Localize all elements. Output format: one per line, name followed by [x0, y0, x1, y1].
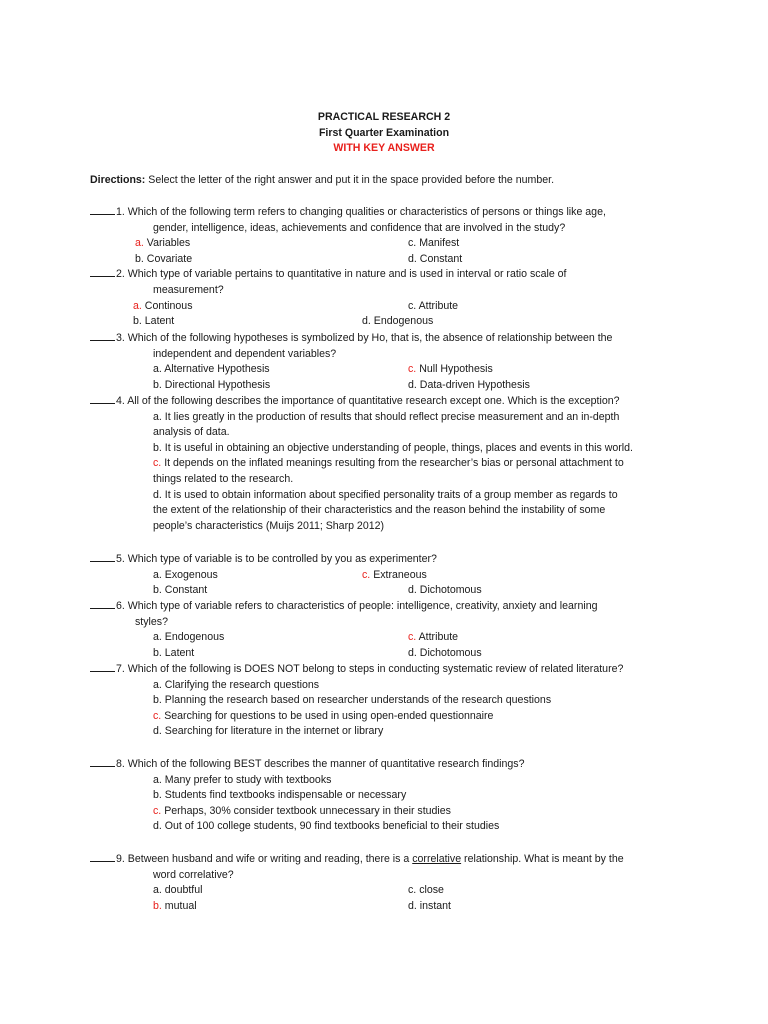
question-6	[90, 598, 690, 661]
option-d: d. Endogenous	[362, 315, 434, 328]
question-1	[90, 204, 690, 267]
question-text: Which of the following is DOES NOT belong to steps in conducting systematic review of related literature?	[124, 663, 624, 675]
question-text: Which type of variable pertains to quantitative in nature and is used in interval or ratio scale of	[124, 268, 567, 281]
option-d: d. Dichotomous	[408, 584, 482, 597]
option-d: d. Dichotomous	[408, 646, 482, 659]
question-4	[90, 393, 690, 534]
directions-label: Directions:	[90, 174, 146, 186]
option-a: a. doubtful	[153, 884, 203, 897]
option-c-continued: things related to the research.	[153, 472, 294, 485]
question-8	[90, 756, 690, 835]
question-text: All of the following describes the importance of quantitative research except one. Which is the exception?	[124, 395, 620, 407]
question-text: Which type of variable refers to characteristics of people: intelligence, creativity, anxiety and learning	[124, 600, 598, 612]
exam-title: PRACTICAL RESEARCH 2	[317, 111, 451, 123]
underlined-word: correlative	[412, 853, 462, 865]
option-b: b. Latent	[153, 646, 195, 659]
question-text: word correlative?	[153, 868, 234, 881]
question-text: Which of the following hypotheses is symbolized by Ho, that is, the absence of relationship between the	[124, 332, 613, 344]
exam-subtitle: First Quarter Examination	[318, 126, 450, 139]
option-d: d. Constant	[408, 252, 463, 265]
option-a: a. It lies greatly in the production of results that should reflect precise measurement and an in-depth	[153, 410, 620, 423]
option-a: a. Continous	[133, 299, 193, 312]
question-number: 4.	[116, 395, 125, 407]
option-a: a. Alternative Hypothesis	[153, 363, 270, 376]
answer-blank[interactable]	[90, 204, 115, 215]
option-c: c. close	[408, 884, 444, 897]
option-a: a. Clarifying the research questions	[153, 678, 320, 691]
option-a: a. Many prefer to study with textbooks	[153, 773, 332, 786]
option-b: b. Students find textbooks indispensable or necessary	[153, 789, 407, 802]
key-answer-label: WITH KEY ANSWER	[333, 142, 435, 155]
directions-text: Select the letter of the right answer and put it in the space provided before the number.	[145, 174, 555, 186]
option-d-continued: people’s characteristics (Muijs 2011; Sharp 2012)	[153, 519, 385, 532]
question-text: Between husband and wife or writing and reading, there is a	[124, 853, 413, 865]
option-b: b. Constant	[153, 584, 208, 597]
answer-blank[interactable]	[90, 330, 115, 341]
option-b: b. Covariate	[135, 252, 193, 265]
directions	[90, 173, 554, 189]
answer-blank[interactable]	[90, 393, 115, 404]
option-d: d. Searching for literature in the internet or library	[153, 725, 384, 738]
question-number: 9.	[116, 853, 125, 865]
option-d: d. Data-driven Hypothesis	[408, 378, 530, 391]
option-d: d. It is used to obtain information about specified personality traits of a group member as regards to	[153, 488, 618, 501]
option-b: b. Directional Hypothesis	[153, 378, 271, 391]
question-text: gender, intelligence, ideas, achievements and confidence that are involved in the study?	[153, 221, 566, 234]
question-5	[90, 551, 690, 599]
option-a-continued: analysis of data.	[153, 426, 230, 439]
answer-blank[interactable]	[90, 598, 115, 609]
option-c: c. Manifest	[408, 237, 460, 250]
option-c: c. Attribute	[408, 299, 459, 312]
question-number: 2.	[116, 268, 125, 281]
answer-blank[interactable]	[90, 661, 115, 672]
question-text: Which type of variable is to be controlled by you as experimenter?	[124, 553, 437, 565]
question-text: measurement?	[153, 283, 224, 296]
question-number: 5.	[116, 553, 125, 565]
question-number: 8.	[116, 758, 125, 770]
question-text: styles?	[135, 615, 168, 628]
question-text: Which of the following BEST describes the manner of quantitative research findings?	[124, 758, 525, 770]
option-d: d. instant	[408, 899, 451, 912]
option-b: b. Latent	[133, 315, 175, 328]
option-b: b. Planning the research based on researcher understands of the research questions	[153, 694, 552, 707]
question-2	[90, 266, 690, 329]
question-7	[90, 661, 690, 740]
question-3	[90, 330, 690, 393]
option-c: c. Searching for questions to be used in using open-ended questionnaire	[153, 709, 494, 722]
question-number: 3.	[116, 332, 125, 344]
option-a: a. Exogenous	[153, 568, 218, 581]
option-b: b. It is useful in obtaining an objective understanding of people, things, places and events in this world.	[153, 441, 633, 454]
question-9	[90, 851, 690, 914]
option-a: a. Endogenous	[153, 631, 225, 644]
option-c: c. It depends on the inflated meanings resulting from the researcher’s bias or personal attachment to	[153, 457, 624, 470]
option-d-continued: the extent of the relationship of their characteristics and the reason behind the instability of some	[153, 504, 606, 517]
question-text: independent and dependent variables?	[153, 347, 337, 360]
option-a: a. Variables	[135, 237, 191, 250]
question-number: 1.	[116, 206, 125, 218]
question-number: 7.	[116, 663, 125, 675]
option-d: d. Out of 100 college students, 90 find textbooks beneficial to their studies	[153, 820, 500, 833]
question-number: 6.	[116, 600, 125, 612]
option-c: c. Perhaps, 30% consider textbook unnecessary in their studies	[153, 804, 451, 817]
question-text: Which of the following term refers to changing qualities or characteristics of persons or things like age,	[124, 206, 606, 218]
option-b: b. mutual	[153, 899, 197, 912]
answer-blank[interactable]	[90, 756, 115, 767]
answer-blank[interactable]	[90, 851, 115, 862]
option-c: c. Attribute	[408, 631, 459, 644]
option-c: c. Extraneous	[362, 568, 427, 581]
answer-blank[interactable]	[90, 266, 115, 277]
option-c: c. Null Hypothesis	[408, 363, 493, 376]
question-text: relationship. What is meant by the	[461, 853, 624, 865]
answer-blank[interactable]	[90, 551, 115, 562]
